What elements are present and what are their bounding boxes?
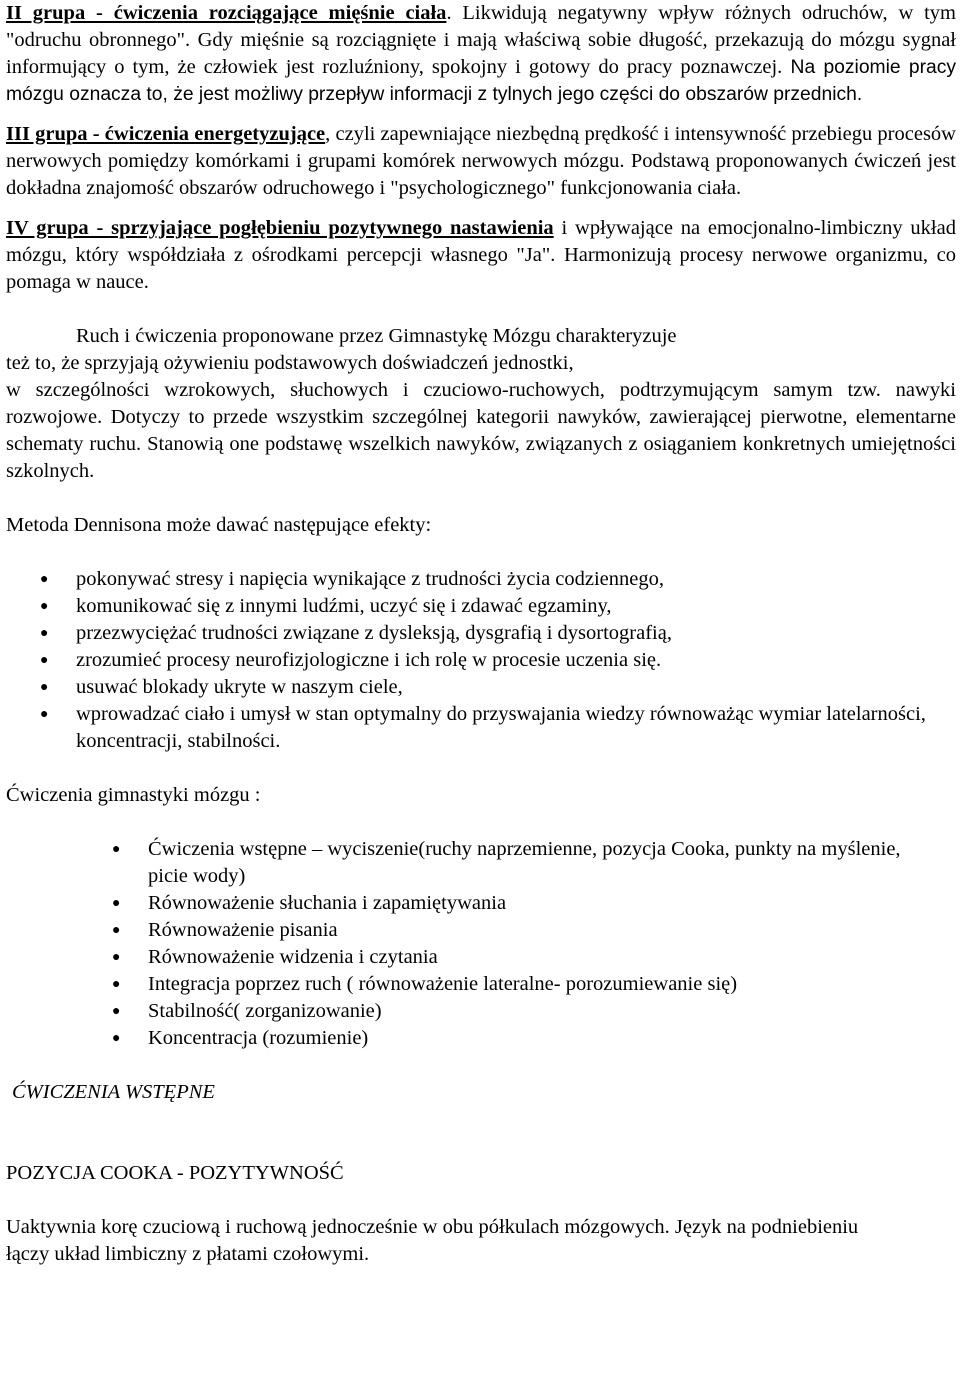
bullet-icon: ● <box>112 1004 121 1019</box>
list-item: ● Stabilność( zorganizowanie) <box>148 998 938 1025</box>
bullet-icon: ● <box>40 707 49 722</box>
bullet-icon: ● <box>112 977 121 992</box>
section-heading-cooka: POZYCJA COOKA - POZYTYWNOŚĆ <box>6 1162 344 1184</box>
spacer <box>6 485 956 512</box>
group-2-label: II grupa - ćwiczenia rozciągające mięśnie ciała <box>6 2 447 24</box>
list-item: ● Ćwiczenia wstępne – wyciszenie(ruchy naprzemienne, pozycja Cooka, punkty na myślenie, picie wody) <box>112 838 901 887</box>
list-item: ● Integracja poprzez ruch ( równoważenie lateralne- porozumiewanie się) <box>148 971 938 998</box>
list-item: ● Równoważenie pisania <box>148 917 938 944</box>
bullet-icon: ● <box>40 626 49 641</box>
bullet-icon: ● <box>112 923 121 938</box>
paragraph-group-3 <box>6 121 956 202</box>
spacer <box>6 296 956 323</box>
ruch-line-2: też to, że sprzyjają ożywieniu podstawowych doświadczeń jednostki, <box>6 352 574 374</box>
paragraph-group-4 <box>6 215 956 296</box>
list-item: ● wprowadzać ciało i umysł w stan optymalny do przyswajania wiedzy równoważąc wymiar latelarności, koncentracji, stabilności. <box>40 703 926 752</box>
section-heading-wstepne: ĆWICZENIA WSTĘPNE <box>12 1081 215 1103</box>
group-2-text-sans: Na poziomie pracy mózgu oznacza to, że jest możliwy przepływ informacji z tylnych jego części do obszarów przednich. <box>6 57 957 105</box>
metoda-heading: Metoda Dennisona może dawać następujące efekty: <box>6 514 432 536</box>
bullet-icon: ● <box>40 680 49 695</box>
spacer <box>6 809 956 836</box>
exercises-list <box>6 836 938 1052</box>
spacer <box>6 1052 956 1079</box>
spacer <box>6 108 956 121</box>
bullet-icon: ● <box>40 653 49 668</box>
list-item: ● pokonywać stresy i napięcia wynikające z trudności życia codziennego, <box>76 566 956 593</box>
bullet-icon: ● <box>112 896 121 911</box>
spacer <box>6 1187 956 1214</box>
bullet-icon: ● <box>40 599 49 614</box>
bullet-icon: ● <box>40 572 49 587</box>
spacer <box>6 539 956 566</box>
bullet-icon: ● <box>112 1031 121 1046</box>
group-3-label: III grupa - ćwiczenia energetyzujące <box>6 123 326 145</box>
group-2-text: . Likwidują negatywny wpływ różnych odruchów, w tym "odruchu obronnego". Gdy mięśnie są rozciągnięte i mają właściwą sobie długość, przekazują do mózgu sygnał informujący o tym, że człowiek jest rozluźniony, spokojny i gotowy do pracy poznawczej. <box>6 2 956 78</box>
list-item: ● zrozumieć procesy neurofizjologiczne i ich rolę w procesie uczenia się. <box>76 647 956 674</box>
spacer <box>6 1133 956 1160</box>
exercises-heading: Ćwiczenia gimnastyki mózgu : <box>6 784 261 806</box>
group-4-label: IV grupa - sprzyjające pogłębieniu pozytywnego nastawienia <box>6 217 554 239</box>
ruch-line-1: Ruch i ćwiczenia proponowane przez Gimnastykę Mózgu charakteryzuje <box>76 325 677 347</box>
spacer <box>6 202 956 215</box>
effects-list <box>6 566 956 755</box>
list-item: ● Równoważenie widzenia i czytania <box>148 944 938 971</box>
list-item: ● Koncentracja (rozumienie) <box>148 1025 938 1052</box>
document-page <box>6 0 956 1268</box>
bullet-icon: ● <box>112 950 121 965</box>
ruch-rest: w szczególności wzrokowych, słuchowych i czuciowo-ruchowych, podtrzymującym samym tzw. nawyki rozwojowe. Dotyczy to przede wszystkim szczególnej kategorii nawyków, zawierającej pierwotne, elementarne schematy ruchu. Stanowią one podstawę wszelkich nawyków, związanych z osiąganiem konkretnych umiejętności szkolnych. <box>6 379 956 482</box>
spacer <box>6 755 956 782</box>
list-item: ● usuwać blokady ukryte w naszym ciele, <box>76 674 956 701</box>
spacer <box>6 1106 956 1133</box>
group-4-text: i wpływające na emocjonalno-limbiczny układ mózgu, który współdziała z ośrodkami percepcji własnego "Ja". Harmonizują procesy nerwowe organizmu, co pomaga w nauce. <box>6 217 956 293</box>
bullet-icon: ● <box>112 842 121 857</box>
final-paragraph: Uaktywnia korę czuciową i ruchową jednocześnie w obu półkulach mózgowych. Język na podniebieniu łączy układ limbiczny z płatami czołowymi. <box>6 1216 859 1265</box>
list-item: ● komunikować się z innymi ludźmi, uczyć się i zdawać egzaminy, <box>76 593 956 620</box>
group-3-text: , czyli zapewniające niezbędną prędkość i intensywność przebiegu procesów nerwowych pomiędzy komórkami i grupami komórek nerwowych mózgu. Podstawą proponowanych ćwiczeń jest dokładna znajomość obszarów odruchowego i "psychologicznego" funkcjonowania ciała. <box>6 123 956 199</box>
list-item: ● przezwyciężać trudności związane z dysleksją, dysgrafią i dysortografią, <box>76 620 956 647</box>
list-item: ● Równoważenie słuchania i zapamiętywania <box>148 890 938 917</box>
paragraph-group-2 <box>6 0 956 108</box>
